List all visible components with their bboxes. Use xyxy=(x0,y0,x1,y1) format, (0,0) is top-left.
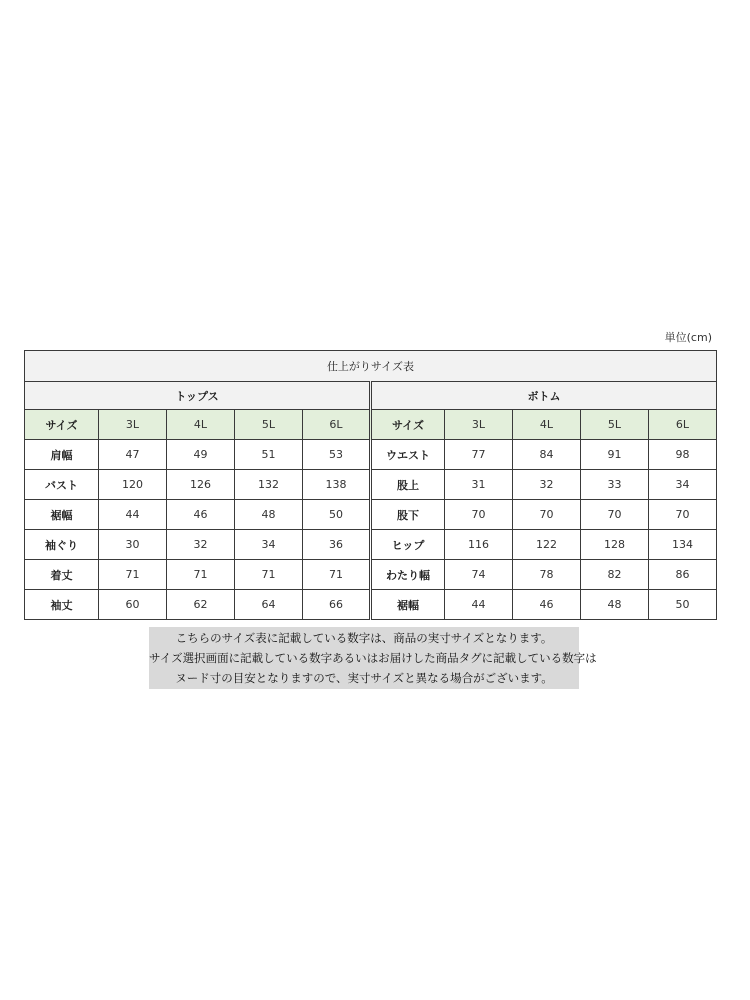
bottoms-size-column-header: 5L xyxy=(581,410,649,440)
table-row xyxy=(25,590,717,620)
bottoms-measure-label: 股上 xyxy=(371,470,445,500)
size-header-row xyxy=(25,410,717,440)
unit-label: 単位(cm) xyxy=(664,331,712,344)
tops-measure-value: 62 xyxy=(167,590,235,620)
tops-measure-value: 71 xyxy=(99,560,167,590)
tops-measure-value: 71 xyxy=(235,560,303,590)
note-line: サイズ選択画面に記載している数字あるいはお届けした商品タグに記載している数字は xyxy=(149,651,597,665)
note-line: こちらのサイズ表に記載している数字は、商品の実寸サイズとなります。 xyxy=(175,631,553,645)
bottoms-measure-value: 31 xyxy=(445,470,513,500)
tops-measure-value: 47 xyxy=(99,440,167,470)
bottoms-measure-label: 裾幅 xyxy=(371,590,445,620)
bottoms-measure-value: 44 xyxy=(445,590,513,620)
tops-measure-label: 袖丈 xyxy=(25,590,99,620)
tops-size-column-header: 4L xyxy=(167,410,235,440)
bottoms-measure-value: 82 xyxy=(581,560,649,590)
tops-measure-value: 48 xyxy=(235,500,303,530)
table-title-row xyxy=(25,351,717,382)
bottoms-size-column-header: 3L xyxy=(445,410,513,440)
bottoms-measure-value: 70 xyxy=(581,500,649,530)
bottoms-measure-value: 86 xyxy=(649,560,717,590)
bottoms-measure-value: 32 xyxy=(513,470,581,500)
bottoms-measure-value: 84 xyxy=(513,440,581,470)
bottoms-measure-value: 33 xyxy=(581,470,649,500)
bottoms-size-column-header: 4L xyxy=(513,410,581,440)
tops-measure-label: 裾幅 xyxy=(25,500,99,530)
table-row xyxy=(25,470,717,500)
size-chart-table xyxy=(24,350,717,620)
bottoms-measure-value: 128 xyxy=(581,530,649,560)
bottoms-measure-value: 50 xyxy=(649,590,717,620)
tops-size-column-header: 5L xyxy=(235,410,303,440)
tops-group-label: トップス xyxy=(25,382,371,410)
bottoms-size-header-label: サイズ xyxy=(371,410,445,440)
tops-measure-value: 30 xyxy=(99,530,167,560)
tops-measure-value: 53 xyxy=(303,440,371,470)
bottoms-measure-value: 98 xyxy=(649,440,717,470)
tops-size-column-header: 6L xyxy=(303,410,371,440)
table-row xyxy=(25,500,717,530)
tops-measure-value: 34 xyxy=(235,530,303,560)
tops-measure-value: 66 xyxy=(303,590,371,620)
note-line: ヌード寸の目安となりますので、実寸サイズと異なる場合がございます。 xyxy=(175,671,553,685)
bottoms-measure-value: 122 xyxy=(513,530,581,560)
bottoms-measure-value: 70 xyxy=(649,500,717,530)
tops-measure-value: 51 xyxy=(235,440,303,470)
bottoms-measure-value: 48 xyxy=(581,590,649,620)
bottoms-measure-value: 77 xyxy=(445,440,513,470)
tops-measure-value: 50 xyxy=(303,500,371,530)
bottoms-group-label: ボトム xyxy=(371,382,717,410)
table-row xyxy=(25,560,717,590)
bottoms-measure-label: 股下 xyxy=(371,500,445,530)
table-title: 仕上がりサイズ表 xyxy=(25,351,717,382)
bottoms-measure-value: 34 xyxy=(649,470,717,500)
tops-measure-value: 36 xyxy=(303,530,371,560)
tops-measure-value: 126 xyxy=(167,470,235,500)
tops-measure-value: 32 xyxy=(167,530,235,560)
tops-measure-value: 64 xyxy=(235,590,303,620)
bottoms-measure-value: 91 xyxy=(581,440,649,470)
bottoms-size-column-header: 6L xyxy=(649,410,717,440)
tops-measure-value: 60 xyxy=(99,590,167,620)
bottoms-measure-value: 116 xyxy=(445,530,513,560)
bottoms-measure-value: 46 xyxy=(513,590,581,620)
tops-measure-value: 71 xyxy=(167,560,235,590)
tops-measure-value: 44 xyxy=(99,500,167,530)
tops-measure-value: 49 xyxy=(167,440,235,470)
tops-measure-label: バスト xyxy=(25,470,99,500)
tops-measure-value: 120 xyxy=(99,470,167,500)
size-note xyxy=(149,627,597,689)
tops-measure-label: 肩幅 xyxy=(25,440,99,470)
group-header-row xyxy=(25,382,717,410)
bottoms-measure-value: 74 xyxy=(445,560,513,590)
tops-measure-value: 138 xyxy=(303,470,371,500)
bottoms-measure-value: 134 xyxy=(649,530,717,560)
tops-measure-label: 袖ぐり xyxy=(25,530,99,560)
table-row xyxy=(25,530,717,560)
bottoms-measure-value: 78 xyxy=(513,560,581,590)
tops-size-column-header: 3L xyxy=(99,410,167,440)
tops-measure-label: 着丈 xyxy=(25,560,99,590)
tops-measure-value: 46 xyxy=(167,500,235,530)
tops-size-header-label: サイズ xyxy=(25,410,99,440)
bottoms-measure-label: わたり幅 xyxy=(371,560,445,590)
bottoms-measure-label: ヒップ xyxy=(371,530,445,560)
bottoms-measure-value: 70 xyxy=(513,500,581,530)
bottoms-measure-label: ウエスト xyxy=(371,440,445,470)
table-row xyxy=(25,440,717,470)
tops-measure-value: 71 xyxy=(303,560,371,590)
tops-measure-value: 132 xyxy=(235,470,303,500)
bottoms-measure-value: 70 xyxy=(445,500,513,530)
